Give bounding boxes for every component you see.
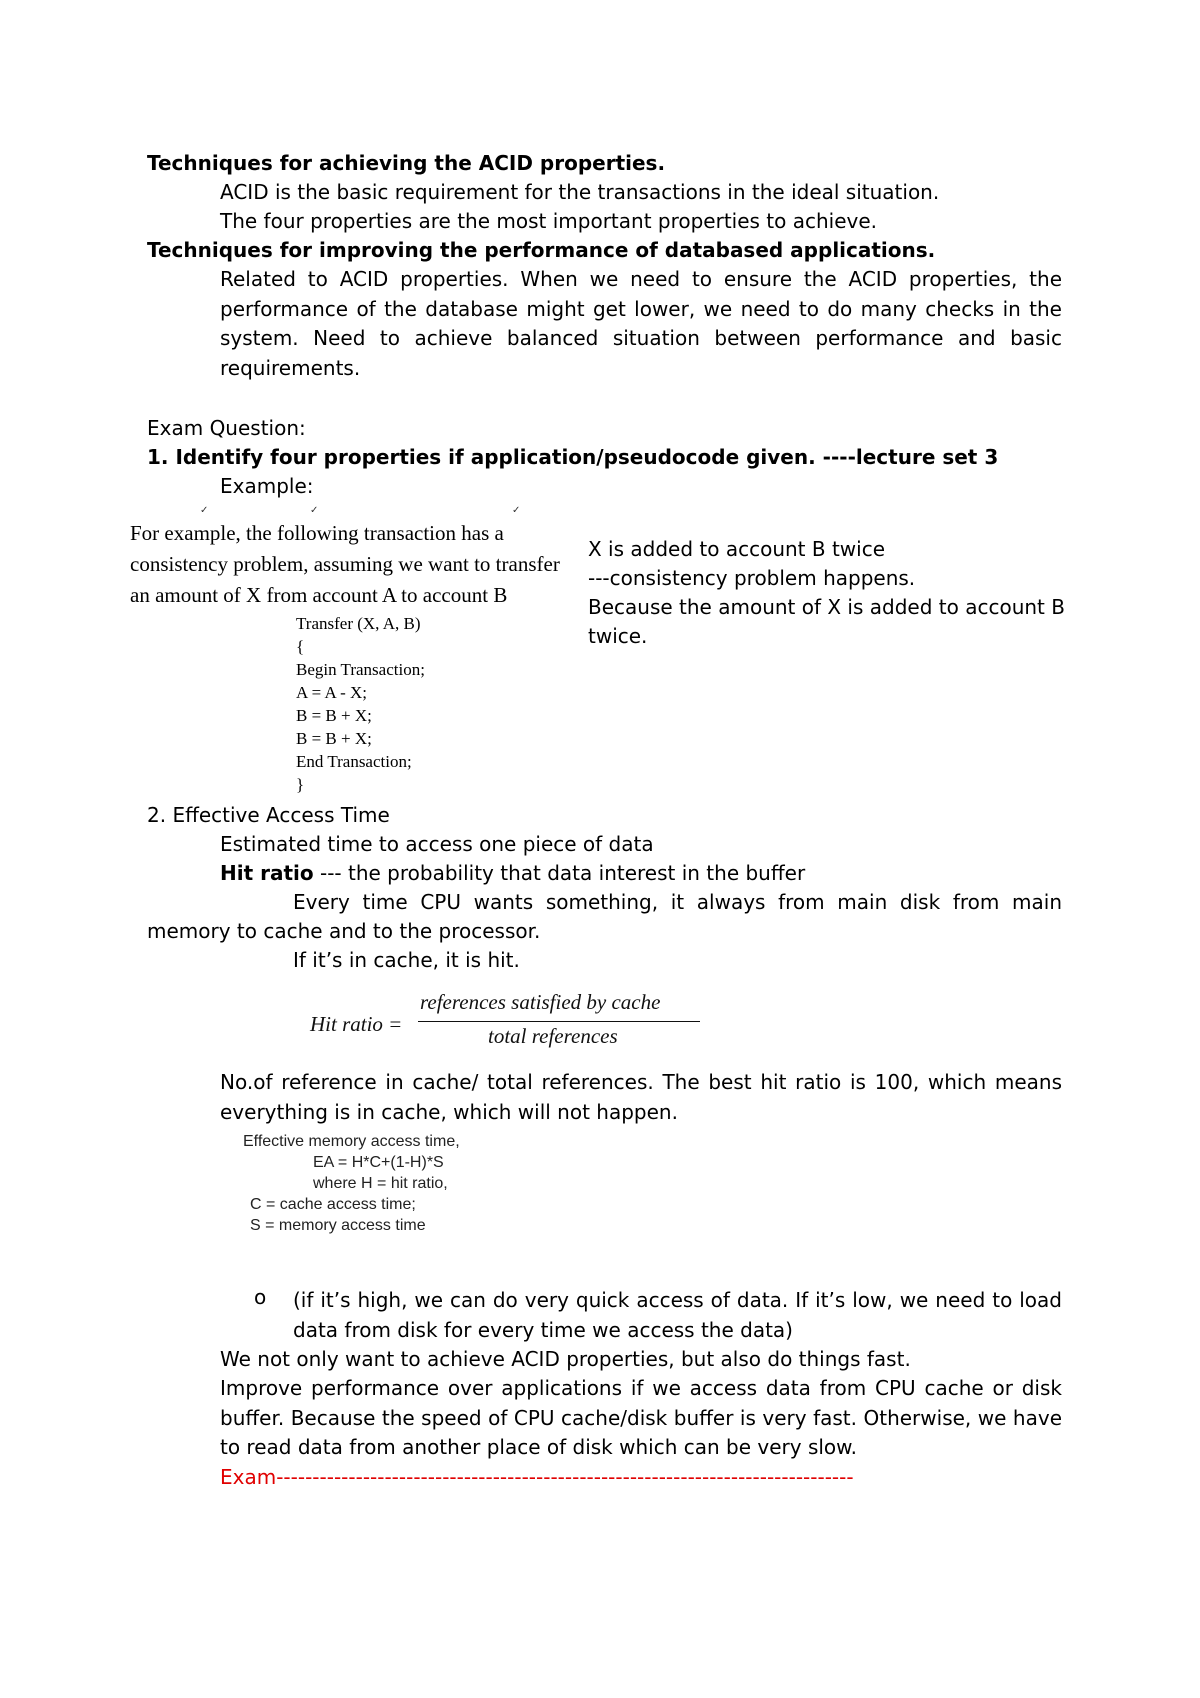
code-line: Begin Transaction; [296,660,425,679]
acid-line-1: ACID is the basic requirement for the transactions in the ideal situation. [220,180,940,204]
answer-line-4: twice. [588,624,648,648]
answer-line-3: Because the amount of X is added to account B [588,595,1065,619]
perf-heading: Techniques for improving the performance of databased applications. [147,238,936,262]
line-fast: We not only want to achieve ACID properties, but also do things fast. [220,1347,911,1371]
exam-marker: Exam-------------------------------------------------------------------------------- [220,1465,854,1489]
code-line: { [296,637,305,656]
formula-lhs: Hit ratio = [310,1012,403,1036]
every-time-line-1: Every time CPU wants something, it always from main disk from main [293,890,1062,914]
formula-denominator: total references [488,1024,618,1048]
eat-title: 2. Effective Access Time [147,803,390,827]
fraction-bar [418,1021,700,1022]
question-1: 1. Identify four properties if application/pseudocode given. ----lecture set 3 [147,445,999,469]
exam-label: Exam Question: [147,416,306,440]
every-time-line-2: memory to cache and to the processor. [147,919,541,943]
ema-line: C = cache access time; [250,1196,416,1213]
pseudocode-block [296,612,425,796]
bullet-marker: o [254,1285,267,1309]
answer-line-2: ---consistency problem happens. [588,566,916,590]
acid-line-2: The four properties are the most important properties to achieve. [220,209,878,233]
noref-paragraph: No.of reference in cache/ total references. The best hit ratio is 100, which means everything is in cache, which will not happen. [220,1070,1062,1124]
hit-ratio-term: Hit ratio [220,861,314,885]
scan-mark: ✓ [310,505,319,516]
in-cache-line: If it’s in cache, it is hit. [293,948,520,972]
ema-line: S = memory access time [250,1217,426,1234]
acid-heading: Techniques for achieving the ACID properties. [147,151,666,175]
scan-mark: ✓ [200,505,209,516]
code-line: B = B + X; [296,706,372,725]
perf-paragraph: Related to ACID properties. When we need to ensure the ACID properties, the performance of the database might get lower, we need to do many checks in the system. Need to achieve balanced situation between performance and basic requirements. [220,267,1062,380]
bullet-text: (if it’s high, we can do very quick access of data. If it’s low, we need to load data from disk for every time we access the data) [293,1288,1062,1342]
code-line: } [296,775,305,794]
improve-paragraph: Improve performance over applications if we access data from CPU cache or disk buffer. Because the speed of CPU cache/disk buffer is very fast. Otherwise, we have to read data from another place of disk which can be very slow. [220,1376,1062,1459]
example-label: Example: [220,474,314,498]
scan-mark: ✓ [512,505,521,516]
example-image-text: For example, the following transaction has a consistency problem, assuming we want to transfer an amount of X from account A to account B [130,521,560,607]
eat-line-1: Estimated time to access one piece of data [220,832,654,856]
code-line: A = A - X; [296,683,367,702]
hit-ratio-definition: --- the probability that data interest in the buffer [313,861,806,885]
ema-line: where H = hit ratio, [313,1175,448,1192]
code-line: B = B + X; [296,729,372,748]
formula-numerator: references satisfied by cache [420,990,661,1014]
answer-line-1: X is added to account B twice [588,537,886,561]
hit-ratio-line [220,859,805,887]
ema-line: EA = H*C+(1-H)*S [313,1154,444,1171]
ema-line: Effective memory access time, [243,1133,460,1150]
code-line: End Transaction; [296,752,412,771]
code-line: Transfer (X, A, B) [296,614,421,633]
